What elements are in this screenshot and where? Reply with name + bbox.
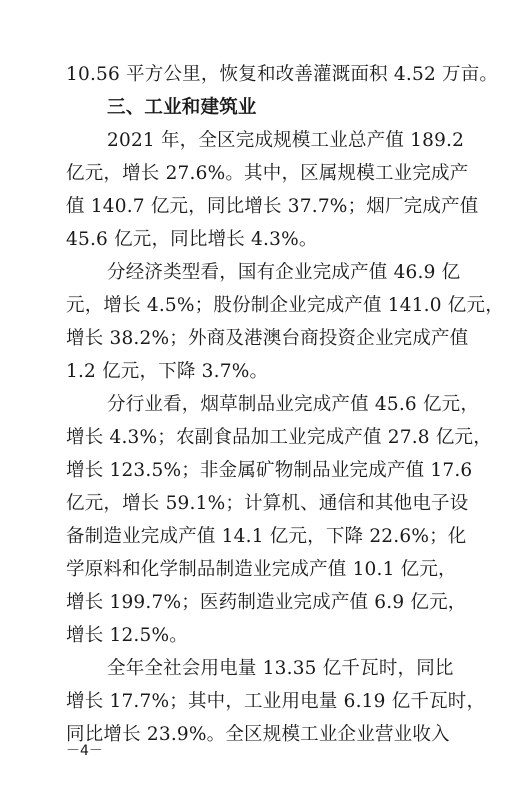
- paragraph-line: 分行业看，烟草制品业完成产值 45.6 亿元，: [107, 394, 480, 415]
- paragraph-line: 亿元，增长 27.6%。其中，区属规模工业完成产: [66, 163, 469, 184]
- paragraph-line: 同比增长 23.9%。全区规模工业企业营业收入: [66, 724, 450, 745]
- paragraph-line: 值 140.7 亿元，同比增长 37.7%；烟厂完成产值: [66, 196, 479, 217]
- paragraph-line: 元，增长 4.5%；股份制企业完成产值 141.0 亿元，: [66, 295, 504, 316]
- paragraph-line: 增长 199.7%；医药制造业完成产值 6.9 亿元，: [66, 592, 467, 613]
- paragraph-line: 增长 38.2%；外商及港澳台商投资企业完成产值: [66, 328, 469, 349]
- paragraph-line: 45.6 亿元，同比增长 4.3%。: [66, 229, 318, 250]
- section-heading: 三、工业和建筑业: [107, 97, 257, 118]
- paragraph-line: 备制造业完成产值 14.1 亿元，下降 22.6%；化: [66, 526, 467, 547]
- paragraph-line: 1.2 亿元，下降 3.7%。: [66, 361, 269, 382]
- paragraph-line: 2021 年，全区完成规模工业总产值 189.2: [107, 130, 465, 151]
- paragraph-line: 学原料和化学制品制造业完成产值 10.1 亿元，: [66, 559, 457, 580]
- paragraph-line: 亿元，增长 59.1%；计算机、通信和其他电子设: [66, 493, 469, 514]
- paragraph-line: 10.56 平方公里，恢复和改善灌溉面积 4.52 万亩。: [66, 64, 499, 85]
- paragraph-line: 增长 12.5%。: [66, 625, 188, 646]
- paragraph-line: 全年全社会用电量 13.35 亿千瓦时，同比: [107, 658, 454, 679]
- paragraph-line: 增长 4.3%；农副食品加工业完成产值 27.8 亿元，: [66, 427, 492, 448]
- paragraph-line: 增长 17.7%；其中，工业用电量 6.19 亿千瓦时，: [66, 691, 486, 712]
- paragraph-line: 增长 123.5%；非金属矿物制品业完成产值 17.6: [66, 460, 473, 481]
- paragraph-line: 分经济类型看，国有企业完成产值 46.9 亿: [107, 262, 461, 283]
- page-number: －4－: [66, 743, 103, 759]
